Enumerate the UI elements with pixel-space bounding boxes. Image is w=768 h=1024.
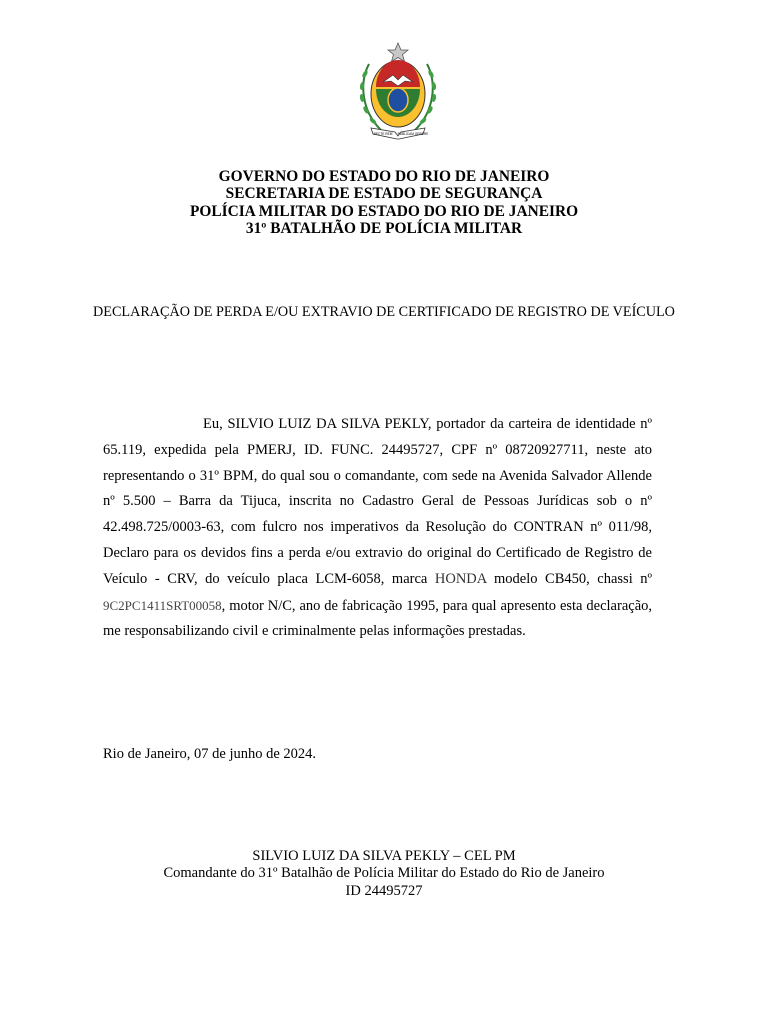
declaration-text-part3: , motor N/C, ano de fabricação 1995, para qual apresento esta declaração, me responsabilizando civil e criminalmente pelas informações prestadas. — [103, 597, 652, 640]
header-line-secretariat: SECRETARIA DE ESTADO DE SEGURANÇA — [225, 185, 543, 203]
declaration-paragraph — [103, 412, 652, 645]
document-title: DECLARAÇÃO DE PERDA E/OU EXTRAVIO DE CERTIFICADO DE REGISTRO DE VEÍCULO — [93, 304, 675, 320]
coat-of-arms-icon — [355, 42, 441, 142]
signature-block — [0, 848, 768, 900]
signer-name: SILVIO LUIZ DA SILVA PEKLY – CEL PM — [252, 848, 516, 864]
declaration-text-part2: modelo CB450, chassi nº — [494, 570, 653, 587]
document-header — [0, 168, 768, 237]
declaration-body — [103, 412, 652, 645]
vehicle-chassis: 9C2PC1411SRT00058 — [103, 597, 222, 613]
emblem-motto-right: PUBLICAM GERERE — [397, 132, 429, 136]
signer-role: Comandante do 31º Batalhão de Polícia Militar do Estado do Rio de Janeiro — [163, 865, 605, 882]
header-line-battalion: 31º BATALHÃO DE POLÍCIA MILITAR — [245, 219, 523, 237]
header-line-government: GOVERNO DO ESTADO DO RIO DE JANEIRO — [218, 168, 550, 185]
signer-id: ID 24495727 — [345, 882, 423, 899]
vehicle-brand: HONDA — [434, 570, 487, 587]
place-and-date: Rio de Janeiro, 07 de junho de 2024. — [103, 746, 317, 762]
declaration-text-part1: Eu, SILVIO LUIZ DA SILVA PEKLY, portador da carteira de identidade nº 65.119, expedida pela PMERJ, ID. FUNC. 24495727, CPF nº 08720927711, neste ato representando o 31º BPM, do qual sou o comandante, com sede na Avenida Salvador Allende nº 5.500 – Barra da Tijuca, inscrita no Cadastro Geral de Pessoas Jurídicas sob o nº 42.498.725/0003-63, com fulcro nos imperativos da Resolução do CONTRAN nº 011/98, Declaro para os devidos fins a perda e/ou extravio do original do Certificado de Registro de Veículo - CRV, do veículo placa LCM-6058, marca — [103, 416, 652, 587]
header-line-military-police: POLÍCIA MILITAR DO ESTADO DO RIO DE JANEIRO — [189, 202, 579, 220]
emblem-motto-left: RECTE REM — [373, 132, 393, 136]
